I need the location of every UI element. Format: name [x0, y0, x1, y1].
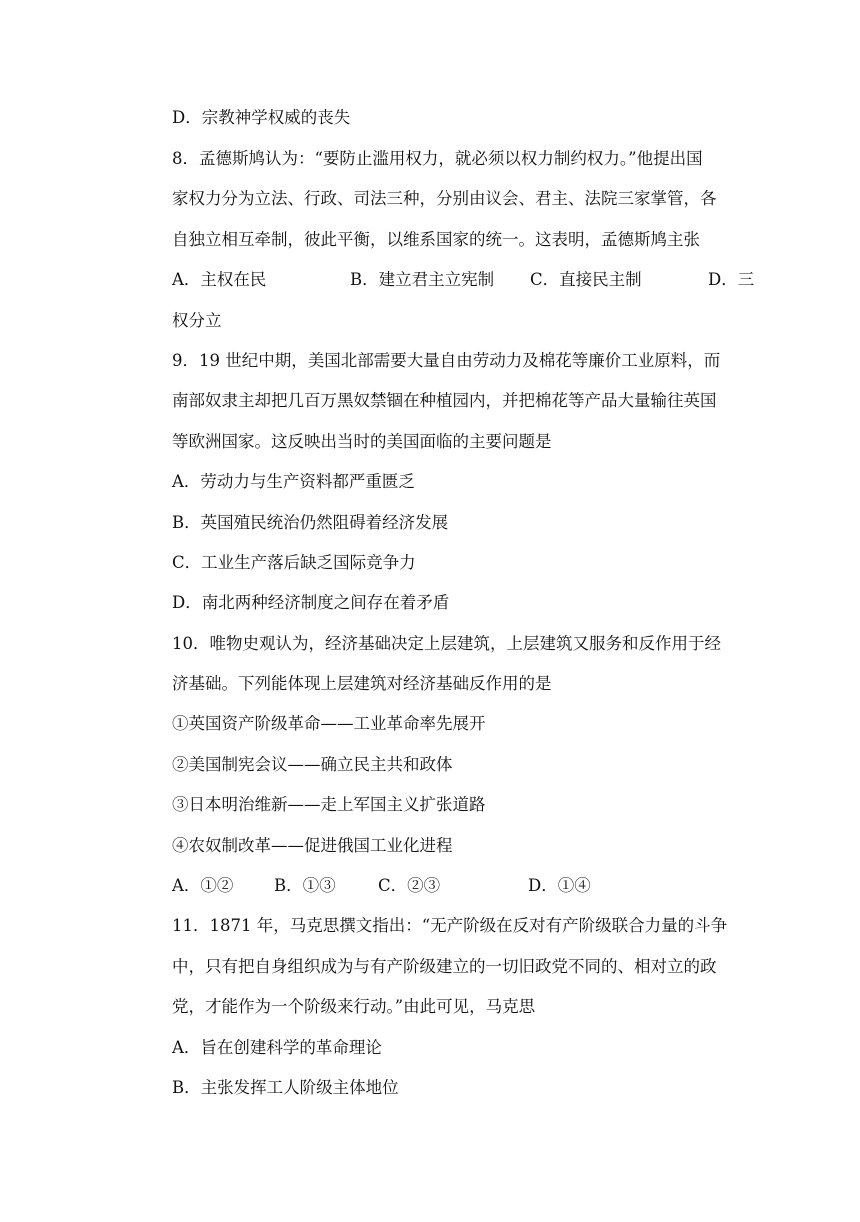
q8-options	[172, 269, 772, 291]
q10-option-d: D．①④	[528, 876, 591, 895]
q10-option-a: A．①②	[172, 876, 234, 895]
q10-option-c: C．②③	[378, 876, 441, 895]
q8-stem-line-3: 自独立相互牵制，彼此平衡，以维系国家的统一。这表明，孟德斯鸠主张	[172, 230, 700, 249]
q7-option-d: D．宗教神学权威的丧失	[172, 108, 351, 127]
q8-option-d-continued: 权分立	[172, 311, 222, 330]
q11-option-a: A．旨在创建科学的革命理论	[172, 1038, 382, 1057]
q9-stem-line-2: 南部奴隶主却把几百万黑奴禁锢在种植园内，并把棉花等产品大量输往英国	[172, 391, 717, 410]
q9-stem-line-3: 等欧洲国家。这反映出当时的美国面临的主要问题是	[172, 432, 552, 451]
q10-item-3: ③日本明治维新——走上军国主义扩张道路	[172, 795, 486, 814]
q11-stem-line-3: 党，才能作为一个阶级来行动。”由此可见，马克思	[172, 997, 536, 1016]
q8-option-d: D．三	[708, 270, 755, 289]
q9-option-d: D．南北两种经济制度之间存在着矛盾	[172, 593, 450, 612]
q10-options	[172, 875, 772, 897]
q9-option-b: B．英国殖民统治仍然阻碍着经济发展	[172, 513, 449, 532]
q10-option-b: B．①③	[274, 876, 336, 895]
q11-option-b: B．主张发挥工人阶级主体地位	[172, 1078, 399, 1097]
q10-item-2: ②美国制宪会议——确立民主共和政体	[172, 755, 453, 774]
q11-stem-line-2: 中，只有把自身组织成为与有产阶级建立的一切旧政党不同的、相对立的政	[172, 957, 717, 976]
q10-stem-line-2: 济基础。下列能体现上层建筑对经济基础反作用的是	[172, 674, 552, 693]
q8-option-c: C．直接民主制	[530, 270, 642, 289]
q8-stem-line-2: 家权力分为立法、行政、司法三种，分别由议会、君主、法院三家掌管，各	[172, 189, 717, 208]
q8-stem-line-1: 8．孟德斯鸠认为：“要防止滥用权力，就必须以权力制约权力。”他提出国	[172, 149, 703, 168]
q10-item-1: ①英国资产阶级革命——工业革命率先展开	[172, 714, 486, 733]
q9-stem-line-1: 9．19 世纪中期，美国北部需要大量自由劳动力及棉花等廉价工业原料，而	[172, 351, 721, 370]
q10-item-4: ④农奴制改革——促进俄国工业化进程	[172, 836, 453, 855]
q9-option-c: C．工业生产落后缺乏国际竞争力	[172, 553, 416, 572]
q8-option-a: A．主权在民	[172, 270, 267, 289]
q10-stem-line-1: 10．唯物史观认为，经济基础决定上层建筑，上层建筑又服务和反作用于经	[172, 634, 721, 653]
q9-option-a: A．劳动力与生产资料都严重匮乏	[172, 472, 415, 491]
q8-option-b: B．建立君主立宪制	[350, 270, 495, 289]
q11-stem-line-1: 11．1871 年，马克思撰文指出：“无产阶级在反对有产阶级联合力量的斗争	[172, 916, 728, 935]
